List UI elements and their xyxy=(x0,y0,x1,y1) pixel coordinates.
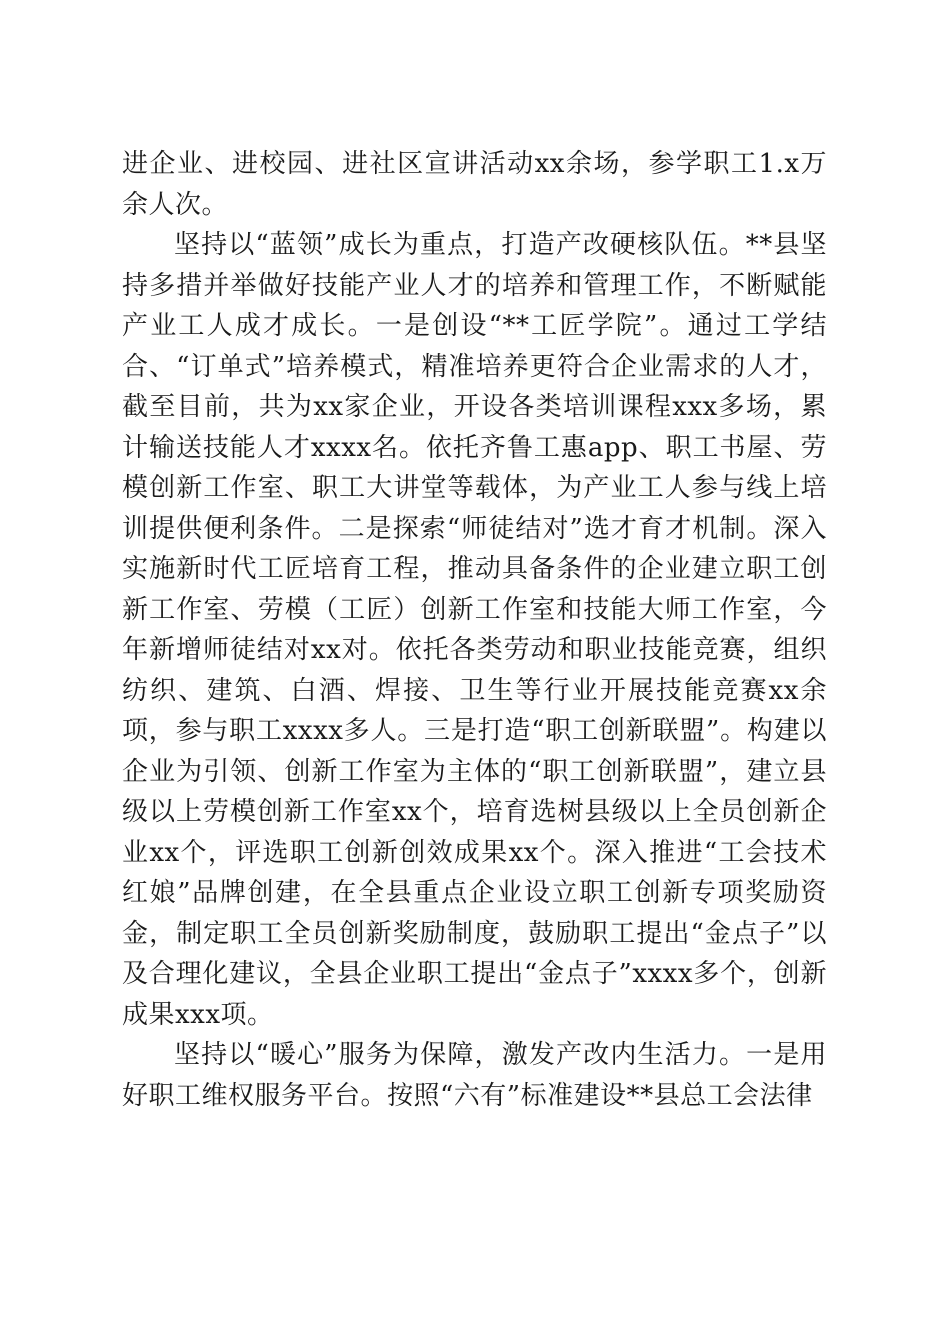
document-body xyxy=(122,144,827,1116)
paragraph-warm-heart: 坚持以“暖心”服务为保障，激发产改内生活力。一是用好职工维权服务平台。按照“六有”标准建设**县总工会法律 xyxy=(122,1040,827,1111)
paragraph-continued: 进企业、进校园、进社区宣讲活动xx余场，参学职工1.x万余人次。 xyxy=(122,149,827,220)
paragraph-blue-collar: 坚持以“蓝领”成长为重点，打造产改硬核队伍。**县坚持多措并举做好技能产业人才的培养和管理工作，不断赋能产业工人成才成长。一是创设“**工匠学院”。通过工学结合、“订单式”培养模式，精准培养更符合企业需求的人才，截至目前，共为xx家企业，开设各类培训课程xxx多场，累计输送技能人才xxxx名。依托齐鲁工惠app、职工书屋、劳模创新工作室、职工大讲堂等载体，为产业工人参与线上培训提供便利条件。二是探索“师徒结对”选才育才机制。深入实施新时代工匠培育工程，推动具备条件的企业建立职工创新工作室、劳模（工匠）创新工作室和技能大师工作室，今年新增师徒结对xx对。依托各类劳动和职业技能竞赛，组织纺织、建筑、白酒、焊接、卫生等行业开展技能竞赛xx余项，参与职工xxxx多人。三是打造“职工创新联盟”。构建以企业为引领、创新工作室为主体的“职工创新联盟”，建立县级以上劳模创新工作室xx个，培育选树县级以上全员创新企业xx个，评选职工创新创效成果xx个。深入推进“工会技术红娘”品牌创建，在全县重点企业设立职工创新专项奖励资金，制定职工全员创新奖励制度，鼓励职工提出“金点子”以及合理化建议，全县企业职工提出“金点子”xxxx多个，创新成果xxx项。 xyxy=(122,230,827,1030)
